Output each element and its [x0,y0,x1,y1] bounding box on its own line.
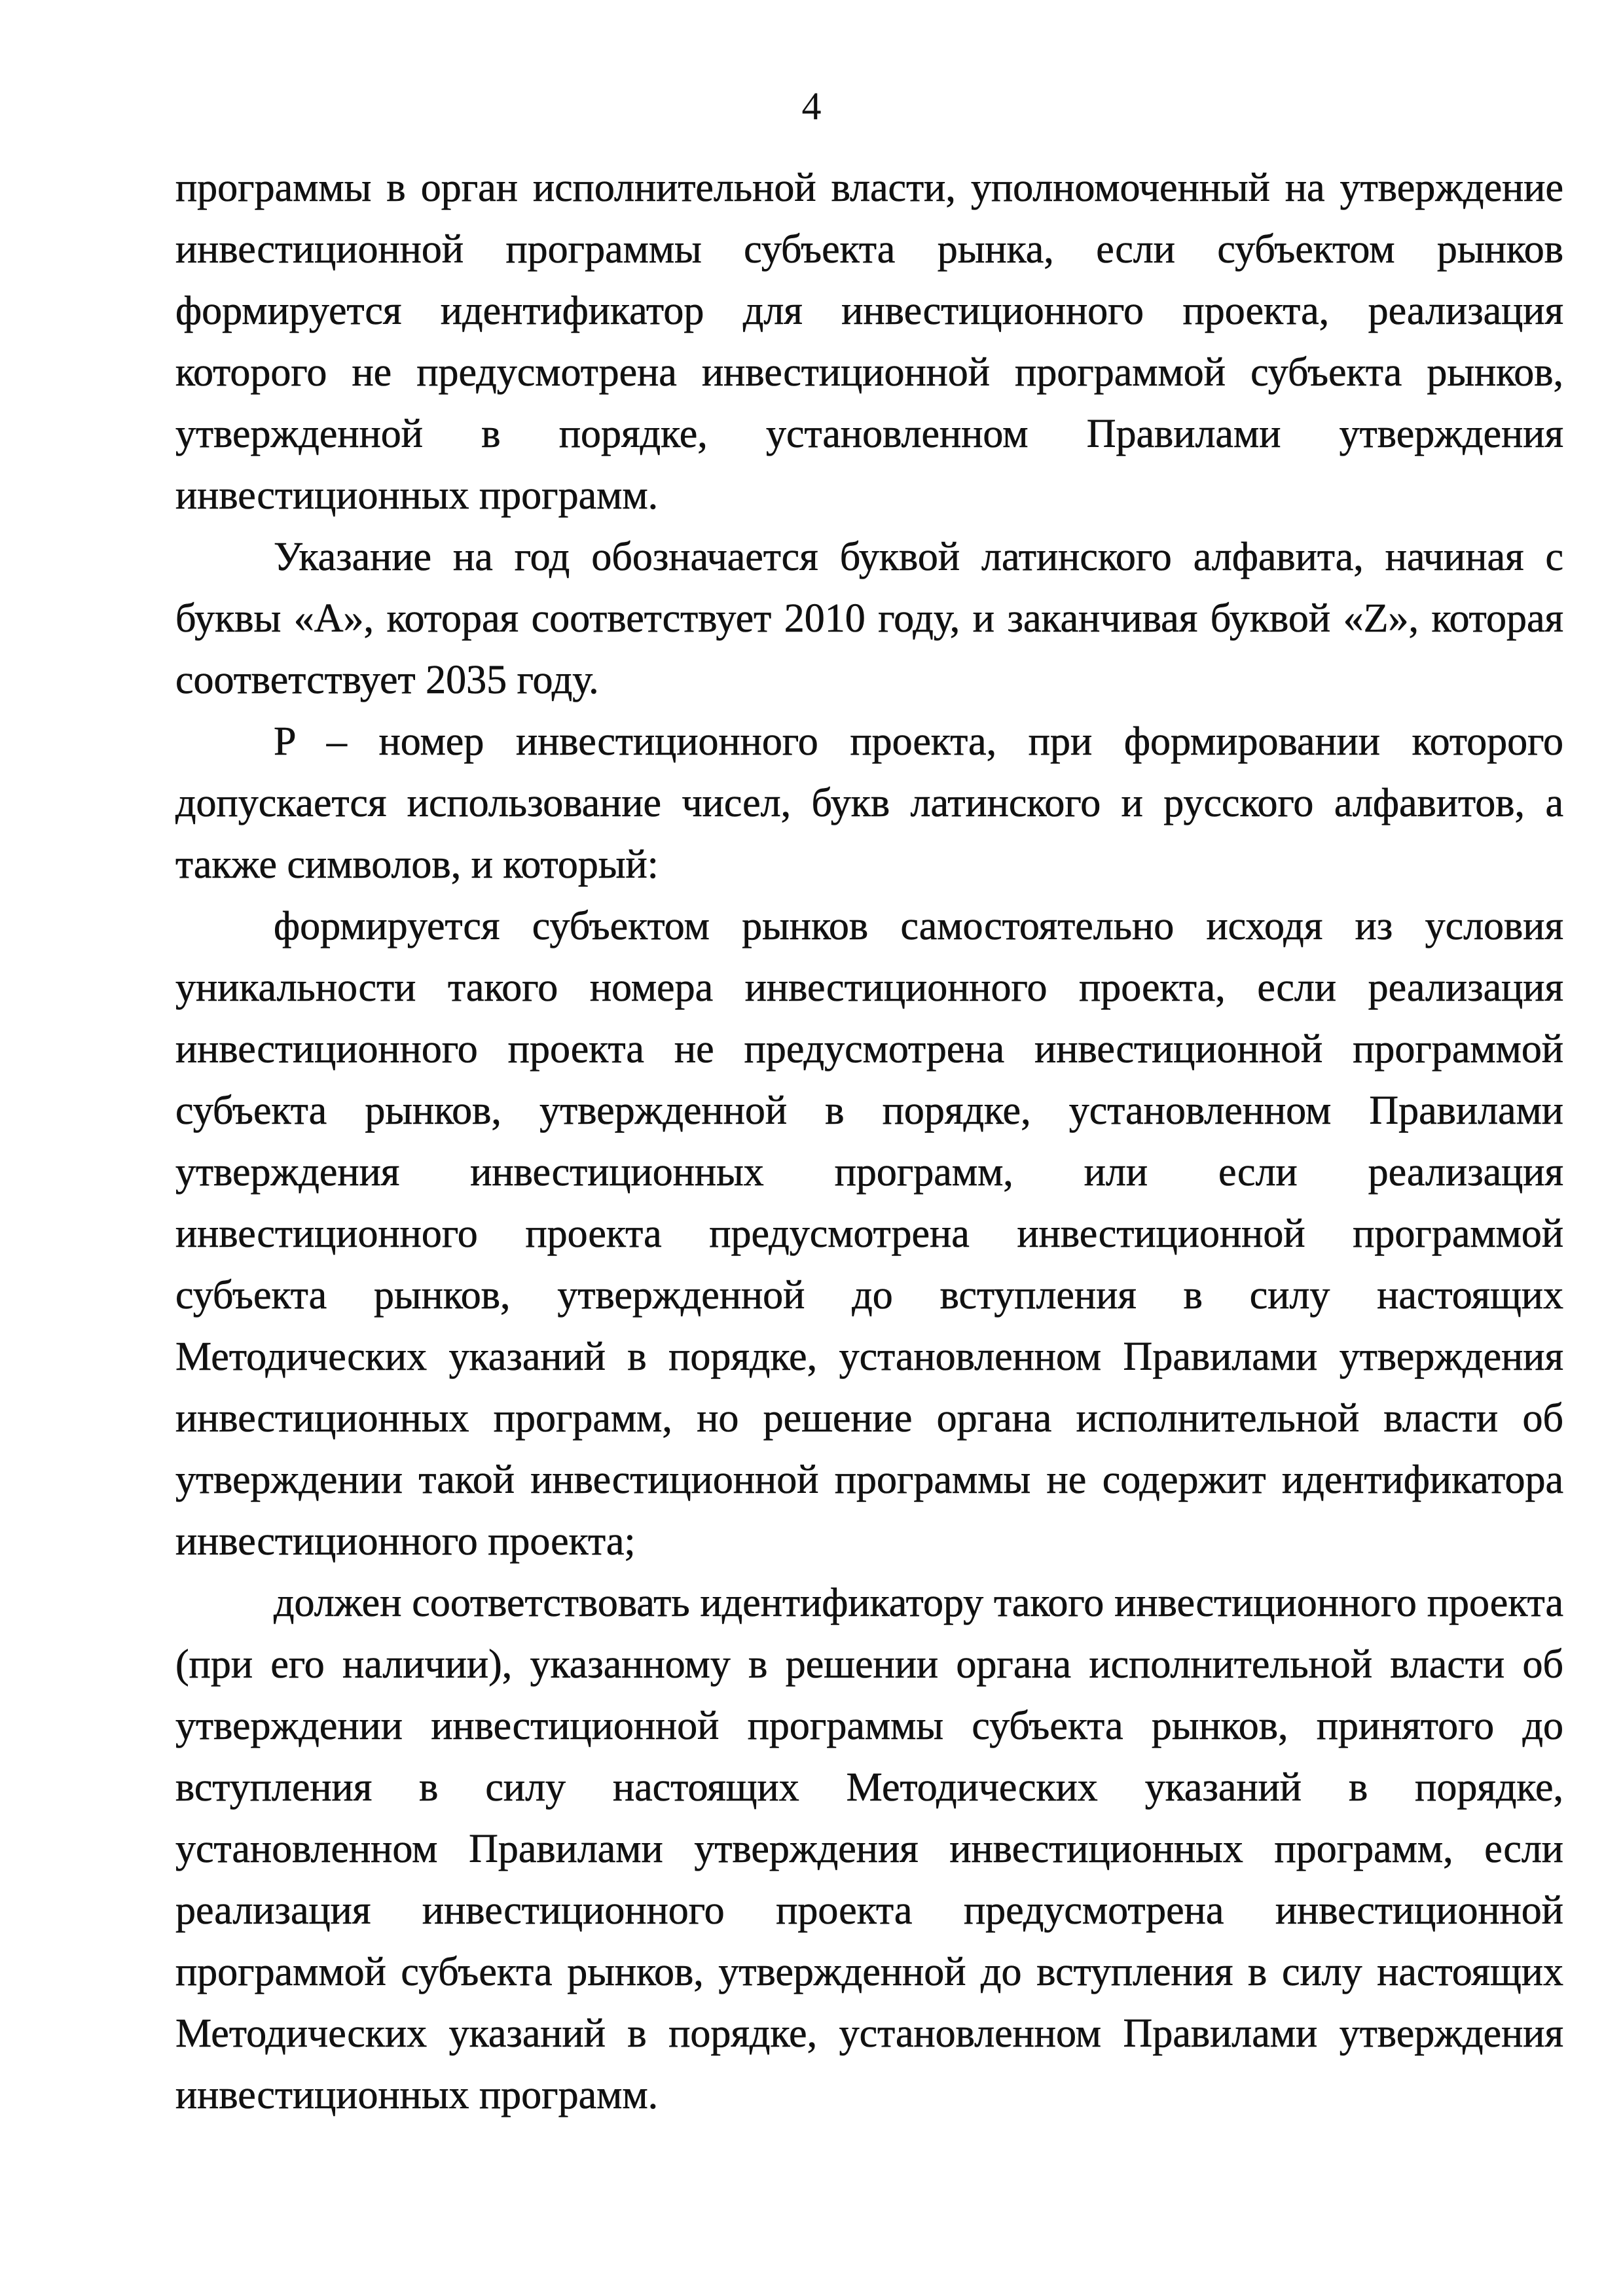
paragraph-project-number: P – номер инвестиционного проекта, при формировании которого допускается использование чисел, букв латинского и русского алфавитов, а также символов, и который: [175,719,1563,887]
paragraph-year-letter: Указание на год обозначается буквой латинского алфавита, начиная с буквы «A», которая соответствует 2010 году, и заканчивая буквой «Z», которая соответствует 2035 году. [175,535,1563,702]
page-number: 4 [801,84,822,128]
paragraph-formed-by-subject: формируется субъектом рынков самостоятельно исходя из условия уникальности такого номера инвестиционного проекта, если реализация инвестиционного проекта не предусмотрена инвестиционной программой субъекта рынков, утвержденной в порядке, установленном Правилами утверждения инвестиционных программ, или если реализация инвестиционного проекта предусмотрена инвестиционной программой субъекта рынков, утвержденной до вступления в силу настоящих Методических указаний в порядке, установленном Правилами утверждения инвестиционных программ, но решение органа исполнительной власти об утверждении такой инвестиционной программы не содержит идентификатора инвестиционного проекта; [175,904,1563,1564]
paragraph-must-match-identifier: должен соответствовать идентификатору такого инвестиционного проекта (при его наличии), указанному в решении органа исполнительной власти об утверждении инвестиционной программы субъекта рынков, принятого до вступления в силу настоящих Методических указаний в порядке, установленном Правилами утверждения инвестиционных программ, если реализация инвестиционного проекта предусмотрена инвестиционной программой субъекта рынков, утвержденной до вступления в силу настоящих Методических указаний в порядке, установленном Правилами утверждения инвестиционных программ. [175,1581,1563,2117]
paragraph-continuation: программы в орган исполнительной власти, уполномоченный на утверждение инвестиционной программы субъекта рынка, если субъектом рынков формируется идентификатор для инвестиционного проекта, реализация которого не предусмотрена инвестиционной программой субъекта рынков, утвержденной в порядке, установленном Правилами утверждения инвестиционных программ. [175,166,1563,518]
document-body [175,157,1563,2126]
